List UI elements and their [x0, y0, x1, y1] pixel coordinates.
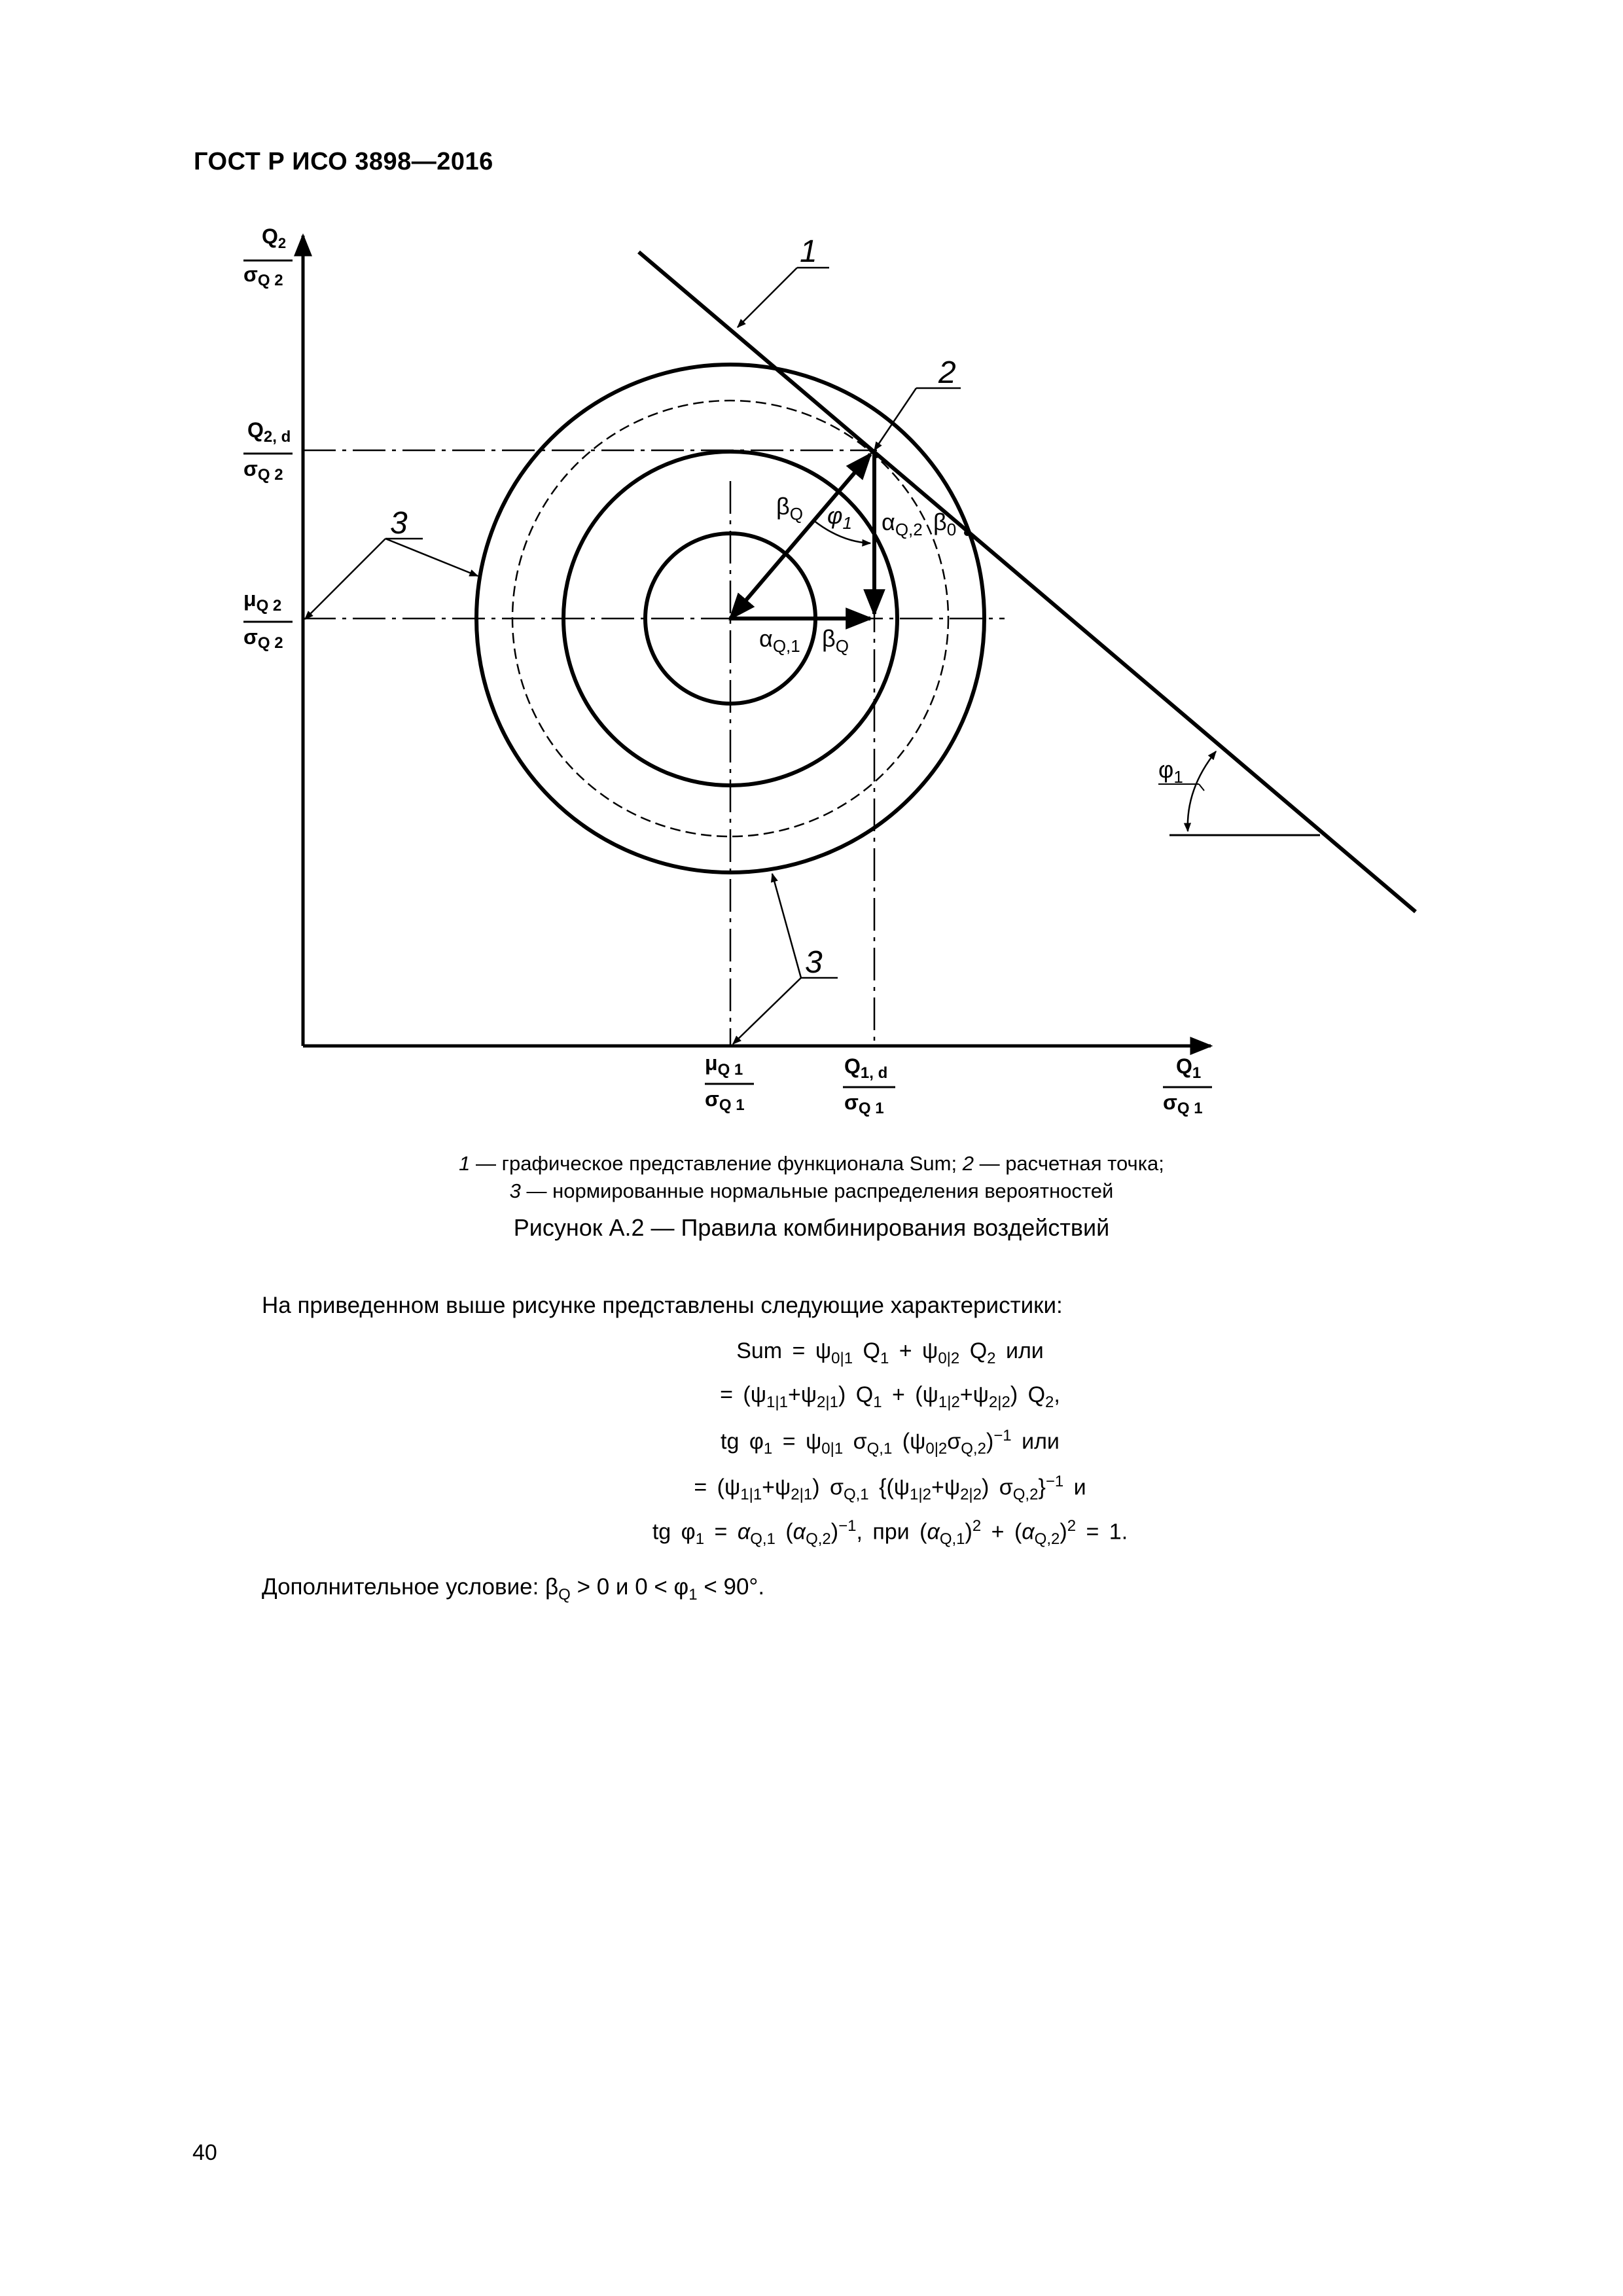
svg-text:σQ 2: σQ 2 — [243, 457, 283, 484]
x-axis-label-end — [1163, 1054, 1212, 1117]
document-header: ГОСТ Р ИСО 3898—2016 — [194, 148, 493, 175]
callout-3a-arrow-left — [305, 539, 385, 619]
svg-text:σQ 2: σQ 2 — [243, 262, 283, 289]
phi-outer-leader-diag — [1199, 784, 1204, 791]
callout-1-label: 1 — [800, 234, 817, 269]
y-axis-label-q2d — [243, 418, 293, 484]
svg-text:Q1: $Q_1$ — [1176, 1054, 1202, 1082]
svg-text:μQ 2: $\mu_{Q 2}$ — [243, 587, 282, 615]
callout-1-arrow — [738, 268, 797, 327]
callout-3b-arrow-axis — [733, 978, 801, 1044]
y-axis-label-top — [243, 224, 293, 289]
equation-1: Sum = $\psi_{0|1}$ $Q_1 + \psi_{0|2}$ $Q_2$ или — [736, 1338, 1044, 1367]
beta-0-label: $\beta_0$ — [933, 509, 957, 539]
alpha-q1-label: $\alpha_{Q,1}$ — [759, 625, 800, 656]
intro-paragraph: На приведенном выше рисунке представлены следующие характеристики: — [262, 1293, 1063, 1318]
callout-3a-arrow-circle — [385, 539, 478, 576]
svg-text:μQ 1: $\mu_{Q 1}$ — [705, 1051, 743, 1079]
svg-text:Q1, d: $Q_{1, d}$ — [844, 1054, 888, 1082]
beta-q2-label: $\beta_Q$ — [822, 625, 849, 656]
beta-0-point — [964, 529, 971, 536]
callout-3b-label: 3 — [805, 945, 823, 980]
svg-text:σQ 1: σQ 1 — [1163, 1090, 1203, 1117]
legend-line-2: 3 — нормированные нормальные распределения вероятностей — [509, 1179, 1114, 1202]
phi-outer-label: $\varphi_1$ — [1158, 756, 1183, 787]
equation-2: = $(\psi_{1|1}+\psi_{2|1}) Q_1 + (\psi_{1|2}+\psi_{2|2})$ $Q_2$, — [720, 1382, 1060, 1411]
alpha-q2-label: $\alpha_{Q,2}$ — [882, 509, 923, 539]
svg-text:σQ 1: σQ 1 — [705, 1087, 745, 1114]
callout-3b-arrow-circle — [772, 874, 801, 978]
page-number: 40 — [192, 2140, 217, 2165]
figure-caption: Рисунок А.2 — Правила комбинирования воздействий — [513, 1214, 1110, 1241]
svg-text:Q2: $Q_2$ — [262, 224, 287, 251]
svg-text:σQ 2: σQ 2 — [243, 625, 283, 652]
phi-inner-label: $\varphi_1$ — [827, 502, 852, 533]
callout-2-label: 2 — [938, 355, 956, 390]
equation-3: tg $\varphi_1 = \psi_{0|1}$ $\sigma_{Q,1}$ $(\psi_{0|2}\sigma_{Q,2})^{-1}$ или — [721, 1427, 1060, 1458]
y-axis-label-muq2 — [243, 587, 293, 652]
x-axis-label-q1d — [843, 1054, 895, 1117]
equation-5: tg $\varphi_1 = \alpha_{Q,1}$ $(\alpha_{Q,2})^{-1}$, при $(\alpha_{Q,1})^2 + (\alpha_{Q,2})^2 = 1$. — [652, 1517, 1128, 1549]
equation-4: = $(\psi_{1|1}+\psi_{2|1})$ $\sigma_{Q,1}$ {$(\psi_{1|2}+\psi_{2|2})$ $\sigma_{Q,2}\}^{-1}$ и — [694, 1473, 1086, 1504]
callout-3a-label: 3 — [390, 506, 408, 541]
sum-functional-line — [639, 252, 1416, 912]
additional-condition: Дополнительное условие: $\beta_Q > 0$ и $0 < \varphi_1 < 90^\circ$. — [262, 1574, 765, 1604]
svg-text:σQ 1: σQ 1 — [844, 1090, 884, 1117]
beta-q-label: $\beta_Q$ — [776, 493, 803, 524]
phi-outer-arc — [1188, 751, 1216, 831]
legend-line-1: 1 — графическое представление функционала Sum; 2 — расчетная точка; — [459, 1152, 1164, 1175]
x-axis-label-muq1 — [705, 1051, 754, 1114]
svg-text:Q2, d: $Q_{2, d}$ — [247, 418, 291, 446]
